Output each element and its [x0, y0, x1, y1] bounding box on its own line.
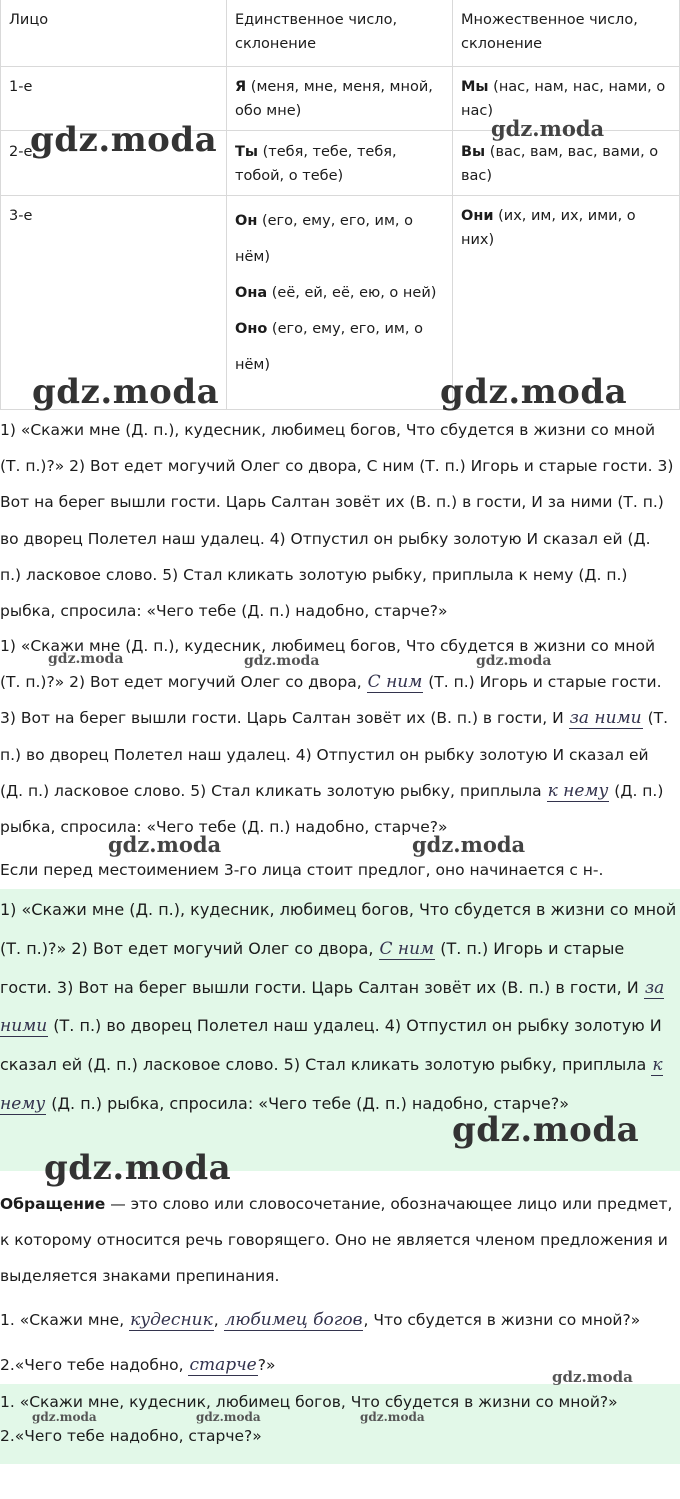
answer-box [0, 889, 680, 1171]
table-row-divider [0, 409, 680, 410]
pronoun-entry [235, 203, 447, 275]
watermark: gdz.moda [412, 832, 526, 857]
watermark: gdz.moda [108, 832, 222, 857]
pronoun-word: Мы [461, 79, 489, 95]
watermark: gdz.moda [552, 1368, 633, 1386]
text-part: (Т. п.) Игорь и старые гости. 3) Вот на берег вышли гости. Царь Салтан зовёт их (В. п.) в гости, И [0, 673, 662, 728]
plur-second [461, 140, 673, 188]
watermark: gdz.moda [30, 120, 218, 160]
handwritten-mark: С ним [379, 938, 435, 959]
pronoun-word: Ты [235, 144, 259, 160]
header-plural: Множественное число, склонение [461, 12, 638, 52]
pronoun-forms: (вас, вам, вас, вами, о вас) [461, 144, 659, 184]
text-part: (Д. п.) рыбка, спросила: «Чего тебе (Д. п.) надобно, старче?» [46, 1093, 569, 1113]
pronoun-word: Вы [461, 144, 486, 160]
exercise-text: 1) «Скажи мне (Д. п.), кудесник, любимец богов, Что сбудется в жизни со мной (Т. п.)?» 2) Вот едет могучий Олег со двора, С ним (Т. п.) Игорь и старые гости. 3) Вот на берег вышли гости. Царь Салтан зовёт их (В. п.) в гости, И за ними (Т. п.) во дворец Полетел наш удалец. 4) Отпустил он рыбку золотую И сказал ей (Д. п.) ласковое слово. 5) Стал кликать золотую рыбку, приплыла к нему (Д. п.) рыбка, спросила: «Чего тебе (Д. п.) надобно, старче?» [0, 421, 674, 621]
text-part: , [213, 1311, 224, 1329]
pronoun-word: Он [235, 213, 258, 229]
watermark: gdz.moda [244, 653, 320, 669]
watermark: gdz.moda [440, 372, 628, 412]
exercise-text-marked [0, 628, 676, 845]
answer-box-2 [0, 1384, 680, 1464]
plur-third [461, 204, 673, 252]
watermark: gdz.moda [44, 1148, 232, 1188]
sing-second [235, 140, 447, 188]
watermark: gdz.moda [32, 1410, 97, 1424]
answer-line: 2.«Чего тебе надобно, старче?» [0, 1427, 262, 1445]
pronoun-word: Я [235, 79, 247, 95]
text-part: , Что сбудется в жизни со мной?» [363, 1311, 641, 1329]
watermark: gdz.moda [196, 1410, 261, 1424]
definition-text: — это слово или словосочетание, обозначающее лицо или предмет, к которому относится речь говорящего. Оно не является членом предложения и выделяется знаками препинания. [0, 1195, 673, 1286]
pronoun-table [0, 0, 680, 410]
pronoun-forms: (нас, нам, нас, нами, о нас) [461, 79, 666, 119]
handwritten-mark: старче [189, 1355, 257, 1375]
person-first: 1-е [9, 79, 33, 95]
sing-third [235, 203, 447, 383]
text-part: 1) «Скажи мне (Д. п.), кудесник, любимец богов, Что сбудется в жизни со мной (Т. п.)?» 2) Вот едет могучий Олег со двора, [0, 637, 656, 692]
pronoun-forms: (его, ему, его, им, о нём) [235, 213, 413, 265]
text-part: 1) «Скажи мне (Д. п.), кудесник, любимец богов, Что сбудется в жизни со мной (Т. п.)?» 2) Вот едет могучий Олег со двора, [0, 900, 677, 958]
handwritten-mark: к нему [0, 1055, 663, 1114]
text-part: 2.«Чего тебе надобно, [0, 1356, 189, 1374]
table-row-divider [0, 66, 680, 67]
table-divider-1 [226, 0, 227, 410]
sing-first [235, 75, 447, 123]
table-divider-2 [452, 0, 453, 410]
person-second: 2-е [9, 144, 33, 160]
pronoun-entry [235, 275, 447, 311]
person-third: 3-е [9, 208, 33, 224]
handwritten-mark: за ними [569, 708, 642, 729]
definition-term: Обращение [0, 1195, 106, 1213]
plur-first [461, 75, 673, 123]
pronoun-entry [235, 311, 447, 383]
table-row-divider [0, 130, 680, 131]
handwritten-mark: за ними [0, 977, 665, 1037]
table-row-divider [0, 195, 680, 196]
pronoun-forms: (его, ему, его, им, о нём) [235, 321, 423, 373]
rule-text: Если перед местоимением 3-го лица стоит предлог, оно начинается с н-. [0, 861, 604, 879]
pronoun-word: Оно [235, 321, 268, 337]
pronoun-forms: (меня, мне, меня, мной, обо мне) [235, 79, 433, 119]
pronoun-word: Она [235, 285, 268, 301]
watermark: gdz.moda [476, 653, 552, 669]
handwritten-mark: к нему [547, 780, 609, 801]
pronoun-forms: (её, ей, её, ею, о ней) [267, 285, 437, 301]
text-part: ?» [257, 1356, 276, 1374]
watermark: gdz.moda [360, 1410, 425, 1424]
table-border-left [0, 0, 1, 410]
text-part: (Д. п.) рыбка, спросила: «Чего тебе (Д. п.) надобно, старче?» [0, 781, 664, 837]
watermark: gdz.moda [32, 372, 220, 412]
pronoun-word: Они [461, 208, 494, 224]
watermark: gdz.moda [452, 1110, 640, 1150]
watermark: gdz.moda [48, 651, 124, 667]
definition [0, 1186, 676, 1295]
header-singular: Единственное число, склонение [235, 12, 398, 52]
answer-line: 1. «Скажи мне, кудесник, любимец богов, Что сбудется в жизни со мной?» [0, 1393, 618, 1411]
handwritten-mark: любимец богов [224, 1310, 363, 1330]
handwritten-mark: кудесник [130, 1310, 213, 1330]
text-part: (Т. п.) во дворец Полетел наш удалец. 4) Отпустил он рыбку золотую И сказал ей (Д. п.) ласковое слово. 5) Стал кликать золотую рыбку, приплыла [0, 1016, 662, 1075]
pronoun-forms: (тебя, тебе, тебя, тобой, о тебе) [235, 144, 397, 184]
header-person: Лицо [9, 12, 49, 28]
text-part: (Т. п.) Игорь и старые гости. 3) Вот на берег вышли гости. Царь Салтан зовёт их (В. п.) в гости, И [0, 938, 644, 997]
text-part: (Т. п.) во дворец Полетел наш удалец. 4) Отпустил он рыбку золотую И сказал ей (Д. п.) ласковое слово. 5) Стал кликать золотую рыбку, приплыла [0, 709, 669, 800]
pronoun-forms: (их, им, их, ими, о них) [461, 208, 636, 248]
example-2 [0, 1347, 676, 1383]
example-1 [0, 1302, 676, 1338]
handwritten-mark: С ним [367, 672, 423, 693]
text-part: 1. «Скажи мне, [0, 1311, 130, 1329]
watermark: gdz.moda [491, 116, 605, 141]
